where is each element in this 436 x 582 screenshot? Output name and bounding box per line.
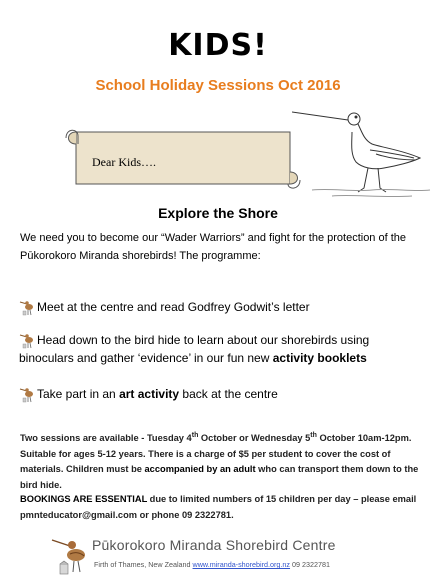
list-item-text: Meet at the centre and read Godfrey Godwit’s letter [37,300,310,314]
godwit-icon [19,298,35,316]
bookings-paragraph [20,492,420,523]
ordinal-suffix: th [191,432,199,439]
list-item-text: Head down to the bird hide to learn about our shorebirds using binoculars and gather ‘evidence’ in our fun new [19,333,370,365]
sessions-paragraph [20,428,420,493]
sessions-emphasis: accompanied by an adult [144,464,256,475]
list-item-text: back at the centre [179,387,278,401]
wader-bird-illustration [292,92,432,202]
list-item [19,298,419,316]
scroll-text: Dear Kids…. [92,155,156,169]
godwit-logo-icon [50,530,90,576]
sessions-text: October 10am-12pm. Suitable for ages 5-12 years. There is a charge of $5 per student to cover the cost of materials. Children must be [20,433,412,475]
list-item-text: Take part in an [37,387,120,401]
list-item [19,385,419,403]
list-item [19,331,419,367]
bookings-emphasis: BOOKINGS ARE ESSENTIAL [20,494,148,504]
section-heading: Explore the Shore [158,205,278,221]
ordinal-suffix: th [310,432,317,439]
footer-address [94,560,330,569]
sessions-text: Two sessions are available - Tuesday 4 [20,433,192,444]
organization-name: Pūkorokoro Miranda Shorebird Centre [92,537,336,553]
godwit-icon [19,385,35,403]
page-subtitle: School Holiday Sessions Oct 2016 [95,77,341,94]
bookings-text: due to limited numbers of 15 children per day – please email pmnteducator@gmail.com or phone 09 2322781. [20,494,417,520]
list-item-bold: art activity [119,387,180,401]
list-item-bold: activity booklets [272,351,367,365]
page-title: KIDS! [168,28,268,63]
intro-paragraph: We need you to become our “Wader Warriors” and fight for the protection of the Pūkorokoro Miranda shorebirds! The programme: [20,232,407,262]
godwit-icon [19,331,35,349]
sessions-text: who can transport them down to the bird hide. [20,464,419,490]
address-text: Firth of Thames, New Zealand [94,560,193,569]
phone-text: 09 2322781 [290,560,331,569]
sessions-text: October or Wednesday 5 [198,433,311,444]
website-link[interactable]: www.miranda-shorebird.org.nz [192,560,291,569]
